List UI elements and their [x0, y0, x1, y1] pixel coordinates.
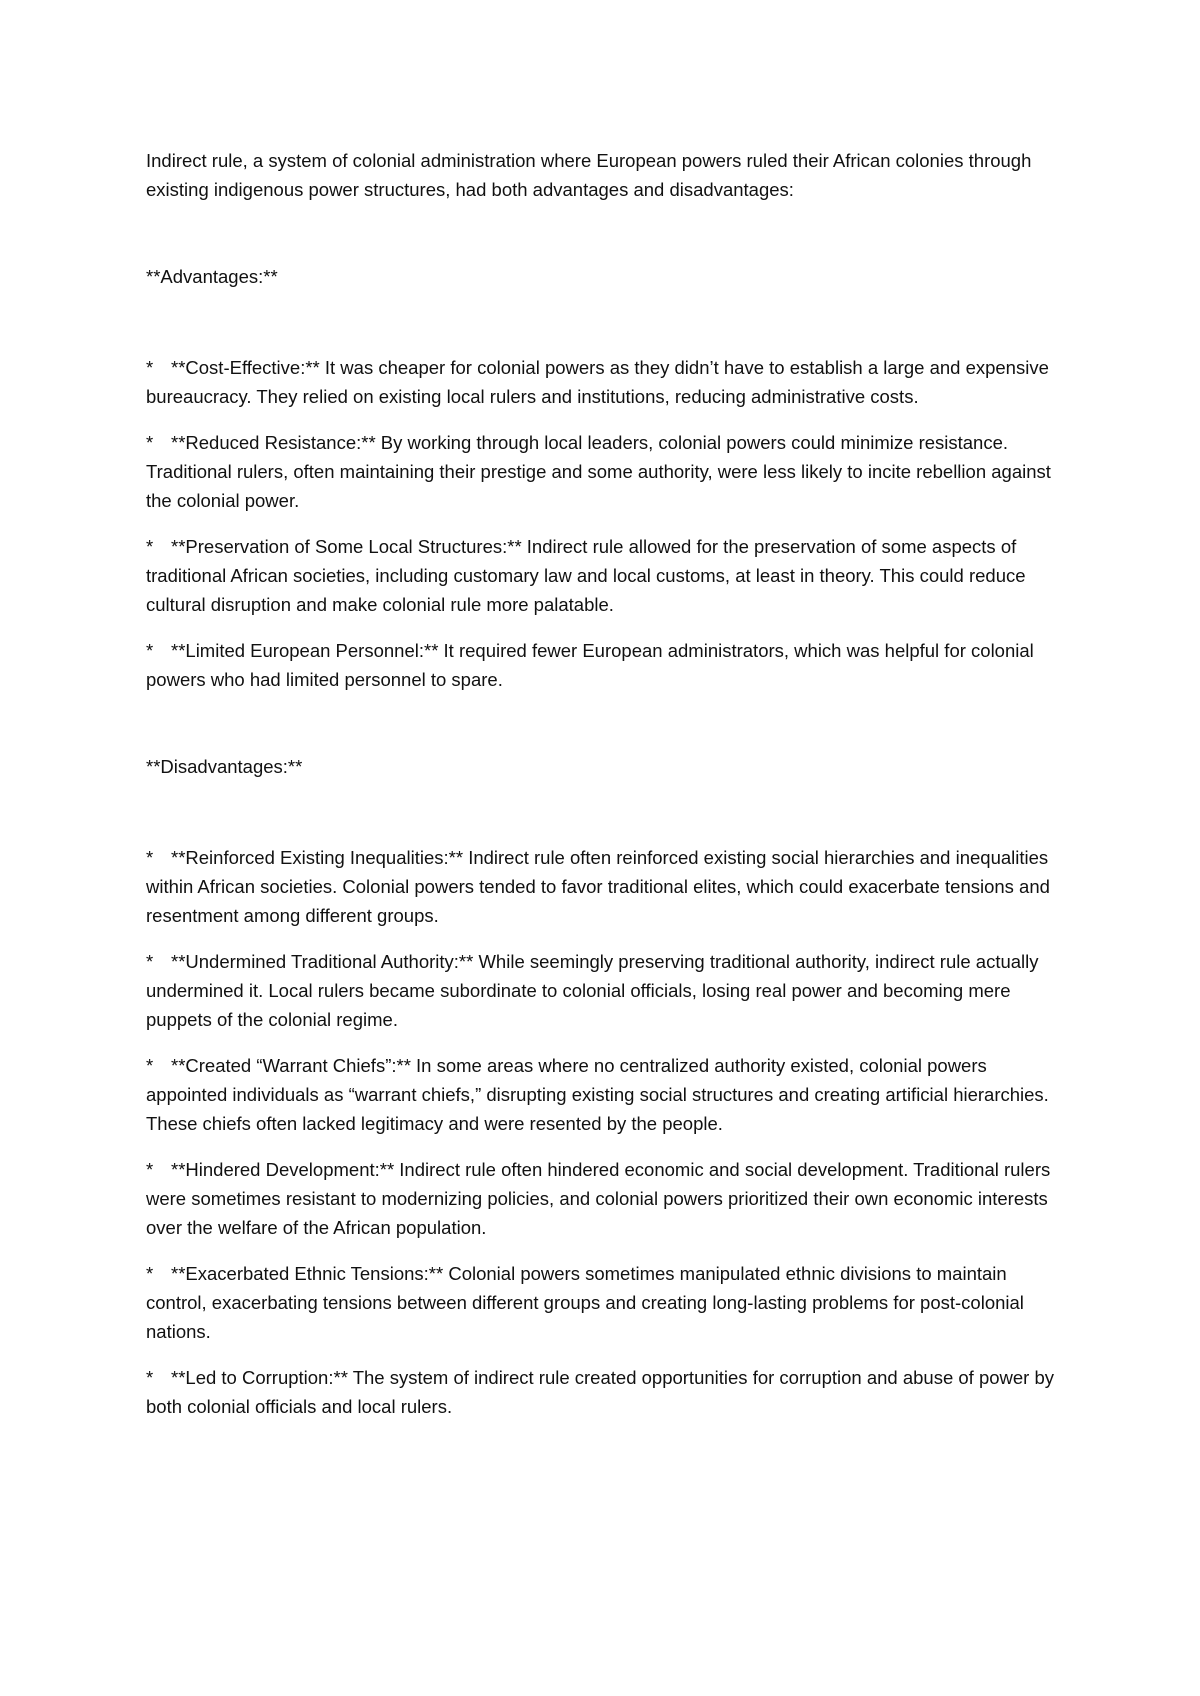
list-item — [146, 428, 1066, 515]
advantages-list — [146, 353, 1066, 694]
list-item-text: **Limited European Personnel:** It required fewer European administrators, which was helpful for colonial powers who had limited personnel to spare. — [146, 640, 1034, 690]
list-item-text: **Exacerbated Ethnic Tensions:** Colonial powers sometimes manipulated ethnic divisions to maintain control, exacerbating tensions between different groups and creating long-lasting problems for post-colonial nations. — [146, 1263, 1024, 1342]
bullet-marker: * — [146, 1159, 154, 1180]
list-item-text: **Reinforced Existing Inequalities:** Indirect rule often reinforced existing social hierarchies and inequalities within African societies. Colonial powers tended to favor traditional elites, which could exacerbate tensions and resentment among different groups. — [146, 847, 1050, 926]
list-item — [146, 1363, 1066, 1421]
list-item — [146, 1051, 1066, 1138]
list-item — [146, 947, 1066, 1034]
list-item-text: **Cost-Effective:** It was cheaper for colonial powers as they didn’t have to establish a large and expensive bureaucracy. They relied on existing local rulers and institutions, reducing administrative costs. — [146, 357, 1049, 407]
list-item-text: **Reduced Resistance:** By working through local leaders, colonial powers could minimize resistance. Traditional rulers, often maintaining their prestige and some authority, were less likely to incite rebellion against the colonial power. — [146, 432, 1051, 511]
advantages-heading: **Advantages:** — [146, 266, 278, 287]
intro-paragraph: Indirect rule, a system of colonial administration where European powers ruled their African colonies through existing indigenous power structures, had both advantages and disadvantages: — [146, 150, 1032, 200]
list-item — [146, 1155, 1066, 1242]
disadvantages-heading: **Disadvantages:** — [146, 756, 303, 777]
bullet-marker: * — [146, 536, 154, 557]
bullet-marker: * — [146, 357, 154, 378]
disadvantages-list — [146, 843, 1066, 1421]
list-item — [146, 843, 1066, 930]
list-item-text: **Created “Warrant Chiefs”:** In some areas where no centralized authority existed, colonial powers appointed individuals as “warrant chiefs,” disrupting existing social structures and creating artificial hierarchies. These chiefs often lacked legitimacy and were resented by the people. — [146, 1055, 1049, 1134]
list-item — [146, 532, 1066, 619]
list-item — [146, 1259, 1066, 1346]
list-item-text: **Undermined Traditional Authority:** While seemingly preserving traditional authority, indirect rule actually undermined it. Local rulers became subordinate to colonial officials, losing real power and becoming mere puppets of the colonial regime. — [146, 951, 1039, 1030]
bullet-marker: * — [146, 432, 154, 453]
list-item — [146, 353, 1066, 411]
bullet-marker: * — [146, 951, 154, 972]
list-item-text: **Hindered Development:** Indirect rule often hindered economic and social development. Traditional rulers were sometimes resistant to modernizing policies, and colonial powers prioritized their own economic interests over the welfare of the African population. — [146, 1159, 1051, 1238]
bullet-marker: * — [146, 1263, 154, 1284]
list-item-text: **Led to Corruption:** The system of indirect rule created opportunities for corruption and abuse of power by both colonial officials and local rulers. — [146, 1367, 1055, 1417]
list-item-text: **Preservation of Some Local Structures:** Indirect rule allowed for the preservation of some aspects of traditional African societies, including customary law and local customs, at least in theory. This could reduce cultural disruption and make colonial rule more palatable. — [146, 536, 1026, 615]
bullet-marker: * — [146, 1367, 154, 1388]
list-item — [146, 636, 1066, 694]
document-body — [146, 146, 1066, 1438]
bullet-marker: * — [146, 1055, 154, 1076]
bullet-marker: * — [146, 640, 154, 661]
bullet-marker: * — [146, 847, 154, 868]
